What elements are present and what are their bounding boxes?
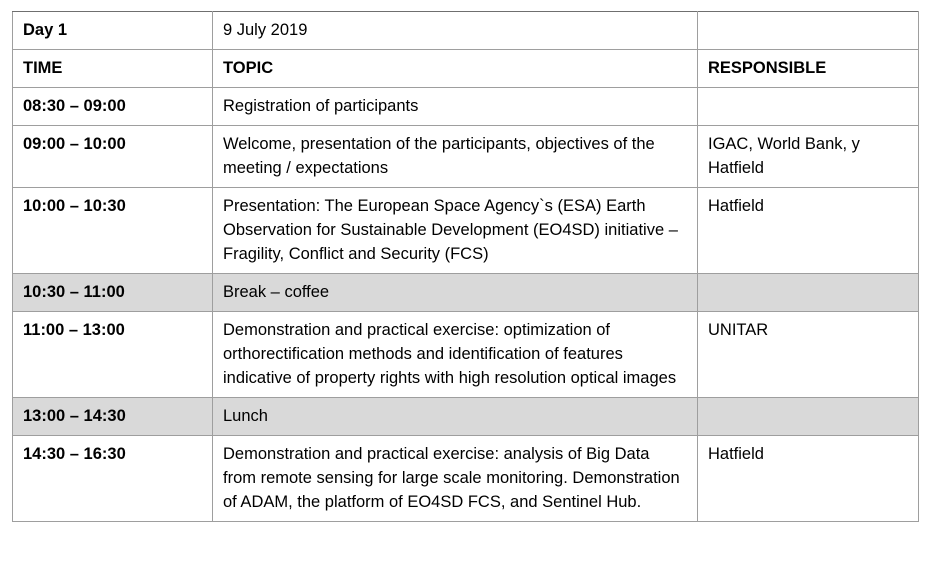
table-row-break <box>13 274 919 312</box>
table-row <box>13 88 919 126</box>
row-time: 10:00 – 10:30 <box>13 188 213 274</box>
row-time: 10:30 – 11:00 <box>13 274 213 312</box>
row-time: 13:00 – 14:30 <box>13 398 213 436</box>
row-responsible: UNITAR <box>698 312 919 398</box>
row-topic: Lunch <box>213 398 698 436</box>
table-row <box>13 312 919 398</box>
row-time: 11:00 – 13:00 <box>13 312 213 398</box>
day-header-row <box>13 12 919 50</box>
table-row <box>13 188 919 274</box>
column-header-time: TIME <box>13 50 213 88</box>
row-time: 09:00 – 10:00 <box>13 126 213 188</box>
row-responsible: Hatfield <box>698 436 919 522</box>
day-label: Day 1 <box>13 12 213 50</box>
row-responsible <box>698 274 919 312</box>
row-topic: Break – coffee <box>213 274 698 312</box>
table-row <box>13 126 919 188</box>
row-topic: Presentation: The European Space Agency`s (ESA) Earth Observation for Sustainable Development (EO4SD) initiative – Fragility, Conflict and Security (FCS) <box>213 188 698 274</box>
row-responsible: IGAC, World Bank, y Hatfield <box>698 126 919 188</box>
table-row <box>13 436 919 522</box>
column-header-responsible: RESPONSIBLE <box>698 50 919 88</box>
row-responsible <box>698 88 919 126</box>
column-header-topic: TOPIC <box>213 50 698 88</box>
column-header-row <box>13 50 919 88</box>
day-date: 9 July 2019 <box>213 12 698 50</box>
row-topic: Demonstration and practical exercise: analysis of Big Data from remote sensing for large scale monitoring. Demonstration of ADAM, the platform of EO4SD FCS, and Sentinel Hub. <box>213 436 698 522</box>
row-topic: Demonstration and practical exercise: optimization of orthorectification methods and identification of features indicative of property rights with high resolution optical images <box>213 312 698 398</box>
agenda-table <box>12 11 919 522</box>
row-responsible <box>698 398 919 436</box>
row-topic: Welcome, presentation of the participants, objectives of the meeting / expectations <box>213 126 698 188</box>
table-row-lunch <box>13 398 919 436</box>
row-topic: Registration of participants <box>213 88 698 126</box>
row-time: 08:30 – 09:00 <box>13 88 213 126</box>
row-responsible: Hatfield <box>698 188 919 274</box>
day-date-extra <box>698 12 919 50</box>
row-time: 14:30 – 16:30 <box>13 436 213 522</box>
